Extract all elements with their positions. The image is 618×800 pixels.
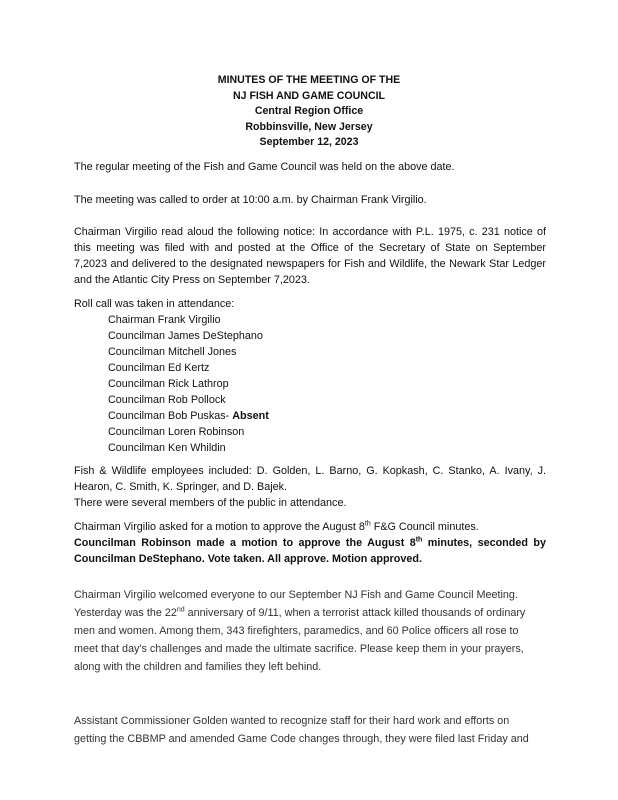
welcome-line-3: men and women. Among them, 343 firefighters, paramedics, and 60 Police officers all rose to [74,625,519,637]
welcome-line-2 [74,606,546,622]
motion-approved-post: minutes, seconded by [422,537,546,549]
motion-approved-sup: th [415,536,423,544]
motion-request-sup: th [364,520,371,528]
intro-held-text: The regular meeting of the Fish and Game Council was held on the above date. [74,161,455,173]
notice-line-1: Chairman Virgilio read aloud the following notice: In accordance with P.L. 1975, c. 231 notice of [74,226,546,238]
golden-line-1: Assistant Commissioner Golden wanted to recognize staff for their hard work and efforts on [74,715,510,727]
roll-call-member: Councilman Ed Kertz [108,362,210,374]
motion-approved-line-2: Councilman DeStephano. Vote taken. All approve. Motion approved. [74,553,422,565]
heading-line-2: NJ FISH AND GAME COUNCIL [232,89,386,102]
motion-request-text [74,520,546,536]
roll-call-member: Councilman Rob Pollock [108,394,226,406]
welcome-line-5: along with the children and families they left behind. [74,661,322,673]
absent-marker: Absent [232,410,269,422]
heading-line-5: September 12, 2023 [259,136,359,148]
employees-line-1: Fish & Wildlife employees included: D. Golden, L. Barno, G. Kopkash, C. Stanko, A. Ivany, J. [74,465,546,477]
heading-line-4: Robbinsville, New Jersey [245,120,373,133]
welcome-line-4: meet that day's challenges and made the ultimate sacrifice. Please keep them in your prayers, [74,643,524,655]
golden-line-2: getting the CBBMP and amended Game Code changes through, they were filed last Friday and [74,733,529,745]
employees-line-2: Hearon, C. Smith, K. Springer, and D. Bajek. [74,481,288,493]
roll-call-member-absent [108,409,580,425]
intro-called-text: The meeting was called to order at 10:00 a.m. by Chairman Frank Virgilio. [74,194,427,206]
roll-call-member: Councilman Ken Whildin [108,442,226,454]
roll-call-member-name: Councilman Bob Puskas- [108,410,230,422]
roll-call-member: Councilman James DeStephano [108,330,263,342]
motion-approved-line-1 [74,536,546,552]
motion-request-post: F&G Council minutes. [370,521,479,533]
notice-line-2: this meeting was filed with and posted at the Office of the Secretary of State on September [74,242,546,254]
motion-request-pre: Chairman Virgilio asked for a motion to approve the August 8 [74,521,365,533]
motion-approved-pre: Councilman Robinson made a motion to approve the August 8 [74,537,416,549]
roll-call-member: Chairman Frank Virgilio [108,314,221,326]
public-attendance-text: There were several members of the public in attendance. [74,497,347,509]
welcome-line-2-pre: Yesterday was the 22 [74,607,177,619]
document-heading [0,73,618,151]
heading-line-1: MINUTES OF THE MEETING OF THE [217,74,401,86]
roll-call-member: Councilman Loren Robinson [108,426,245,438]
roll-call-member: Councilman Rick Lathrop [108,378,229,390]
welcome-line-2-sup: nd [176,606,185,614]
heading-line-3: Central Region Office [254,105,364,117]
welcome-line-2-post: anniversary of 9/11, when a terrorist attack killed thousands of ordinary [184,607,526,619]
notice-line-4: and the Atlantic City Press on September 7,2023. [74,274,310,286]
notice-line-3: 7,2023 and delivered to the designated newspapers for Fish and Wildlife, the Newark Star Ledger [74,258,546,270]
roll-call-member: Councilman Mitchell Jones [108,346,237,358]
roll-call-label: Roll call was taken in attendance: [74,298,235,310]
welcome-line-1: Chairman Virgilio welcomed everyone to our September NJ Fish and Game Council Meeting. [74,589,518,601]
